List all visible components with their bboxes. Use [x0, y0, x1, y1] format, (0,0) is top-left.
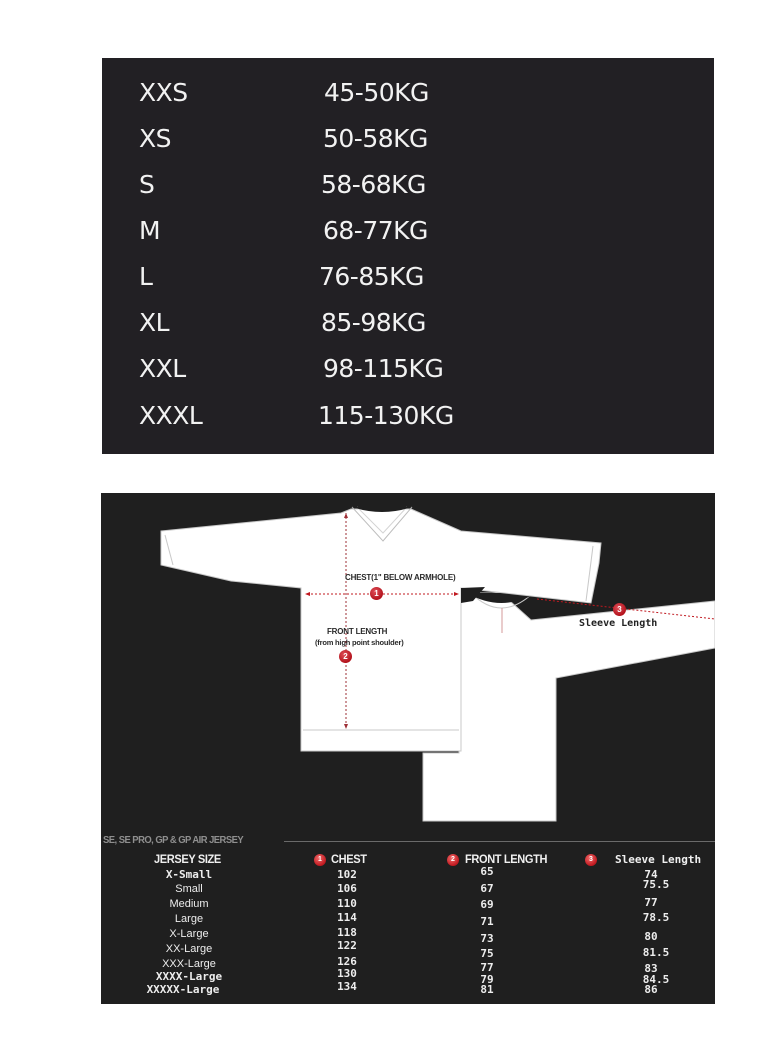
cell-front-length: 75 [480, 947, 494, 960]
weight-row [102, 119, 714, 159]
weight-row [102, 165, 714, 205]
badge-front-length-icon: 2 [339, 650, 352, 663]
cell-chest: 126 [337, 955, 357, 968]
weight-row [102, 211, 714, 251]
cell-size: XXXXX-Large [146, 983, 220, 996]
sleeve-length-label: Sleeve Length [579, 618, 658, 629]
cell-front-length: 79 [480, 973, 494, 986]
header-sleeve-length: Sleeve Length [615, 853, 702, 866]
cell-sleeve-length: 84.5 [642, 973, 670, 986]
front-length-sublabel: (from high point shoulder) [315, 638, 404, 647]
size-label: XL [139, 308, 170, 337]
cell-chest: 130 [337, 967, 357, 980]
weight-range: 45-50KG [324, 78, 429, 107]
weight-row [102, 303, 714, 343]
divider [284, 841, 715, 842]
weight-row [102, 396, 714, 436]
cell-chest: 102 [337, 868, 357, 881]
header-jersey-size: JERSEY SIZE [154, 852, 221, 866]
cell-front-length: 71 [480, 915, 494, 928]
weight-size-chart [102, 58, 714, 454]
cell-chest: 106 [337, 882, 357, 895]
size-label: XXL [139, 354, 186, 383]
cell-size: Small [175, 883, 203, 895]
cell-front-length: 81 [480, 983, 494, 996]
cell-chest: 114 [337, 911, 357, 924]
badge-sleeve-icon: 3 [613, 603, 626, 616]
cell-sleeve-length: 74 [644, 868, 658, 881]
weight-range: 98-115KG [323, 354, 444, 383]
cell-size: XXX-Large [162, 958, 216, 970]
cell-front-length: 65 [480, 865, 494, 878]
series-title: SE, SE PRO, GP & GP AIR JERSEY [103, 834, 244, 846]
size-label: XXXL [139, 401, 203, 430]
weight-range: 115-130KG [318, 401, 454, 430]
cell-front-length: 77 [480, 961, 494, 974]
weight-row [102, 349, 714, 389]
weight-range: 58-68KG [321, 170, 426, 199]
cell-chest: 118 [337, 926, 357, 939]
cell-chest: 122 [337, 939, 357, 952]
header-chest: CHEST [331, 852, 367, 866]
cell-front-length: 67 [480, 882, 494, 895]
size-label: XS [139, 124, 171, 153]
cell-sleeve-length: 83 [644, 962, 658, 975]
weight-range: 68-77KG [323, 216, 428, 245]
cell-size: X-Small [165, 868, 213, 881]
cell-sleeve-length: 78.5 [642, 911, 670, 924]
weight-range: 50-58KG [323, 124, 428, 153]
badge-chest-icon: 1 [370, 587, 383, 600]
cell-size: Medium [169, 898, 209, 910]
size-label: L [139, 262, 153, 291]
header-front-length: FRONT LENGTH [465, 852, 548, 866]
badge-chest-icon: 1 [314, 854, 326, 866]
weight-range: 85-98KG [321, 308, 426, 337]
cell-chest: 134 [337, 980, 357, 993]
jersey-measurement-chart [101, 493, 715, 1004]
front-length-label: FRONT LENGTH [327, 627, 388, 636]
cell-front-length: 73 [480, 932, 494, 945]
size-label: M [139, 216, 161, 245]
chest-label: CHEST(1" BELOW ARMHOLE) [345, 573, 456, 582]
jersey-back-outline [423, 593, 715, 821]
cell-size: X-Large [169, 928, 209, 940]
badge-front-length-icon: 2 [447, 854, 459, 866]
badge-sleeve-icon: 3 [585, 854, 597, 866]
cell-front-length: 69 [480, 898, 494, 911]
weight-range: 76-85KG [319, 262, 424, 291]
cell-chest: 110 [337, 897, 357, 910]
cell-sleeve-length: 81.5 [642, 946, 670, 959]
cell-sleeve-length: 80 [644, 930, 658, 943]
cell-sleeve-length: 86 [644, 983, 658, 996]
cell-size: XXXX-Large [155, 970, 223, 983]
cell-size: Large [174, 913, 204, 925]
weight-row [102, 257, 714, 297]
size-label: S [139, 170, 155, 199]
cell-sleeve-length: 75.5 [642, 878, 670, 891]
weight-row [102, 73, 714, 113]
cell-sleeve-length: 77 [644, 896, 658, 909]
size-label: XXS [139, 78, 188, 107]
cell-size: XX-Large [165, 943, 213, 955]
